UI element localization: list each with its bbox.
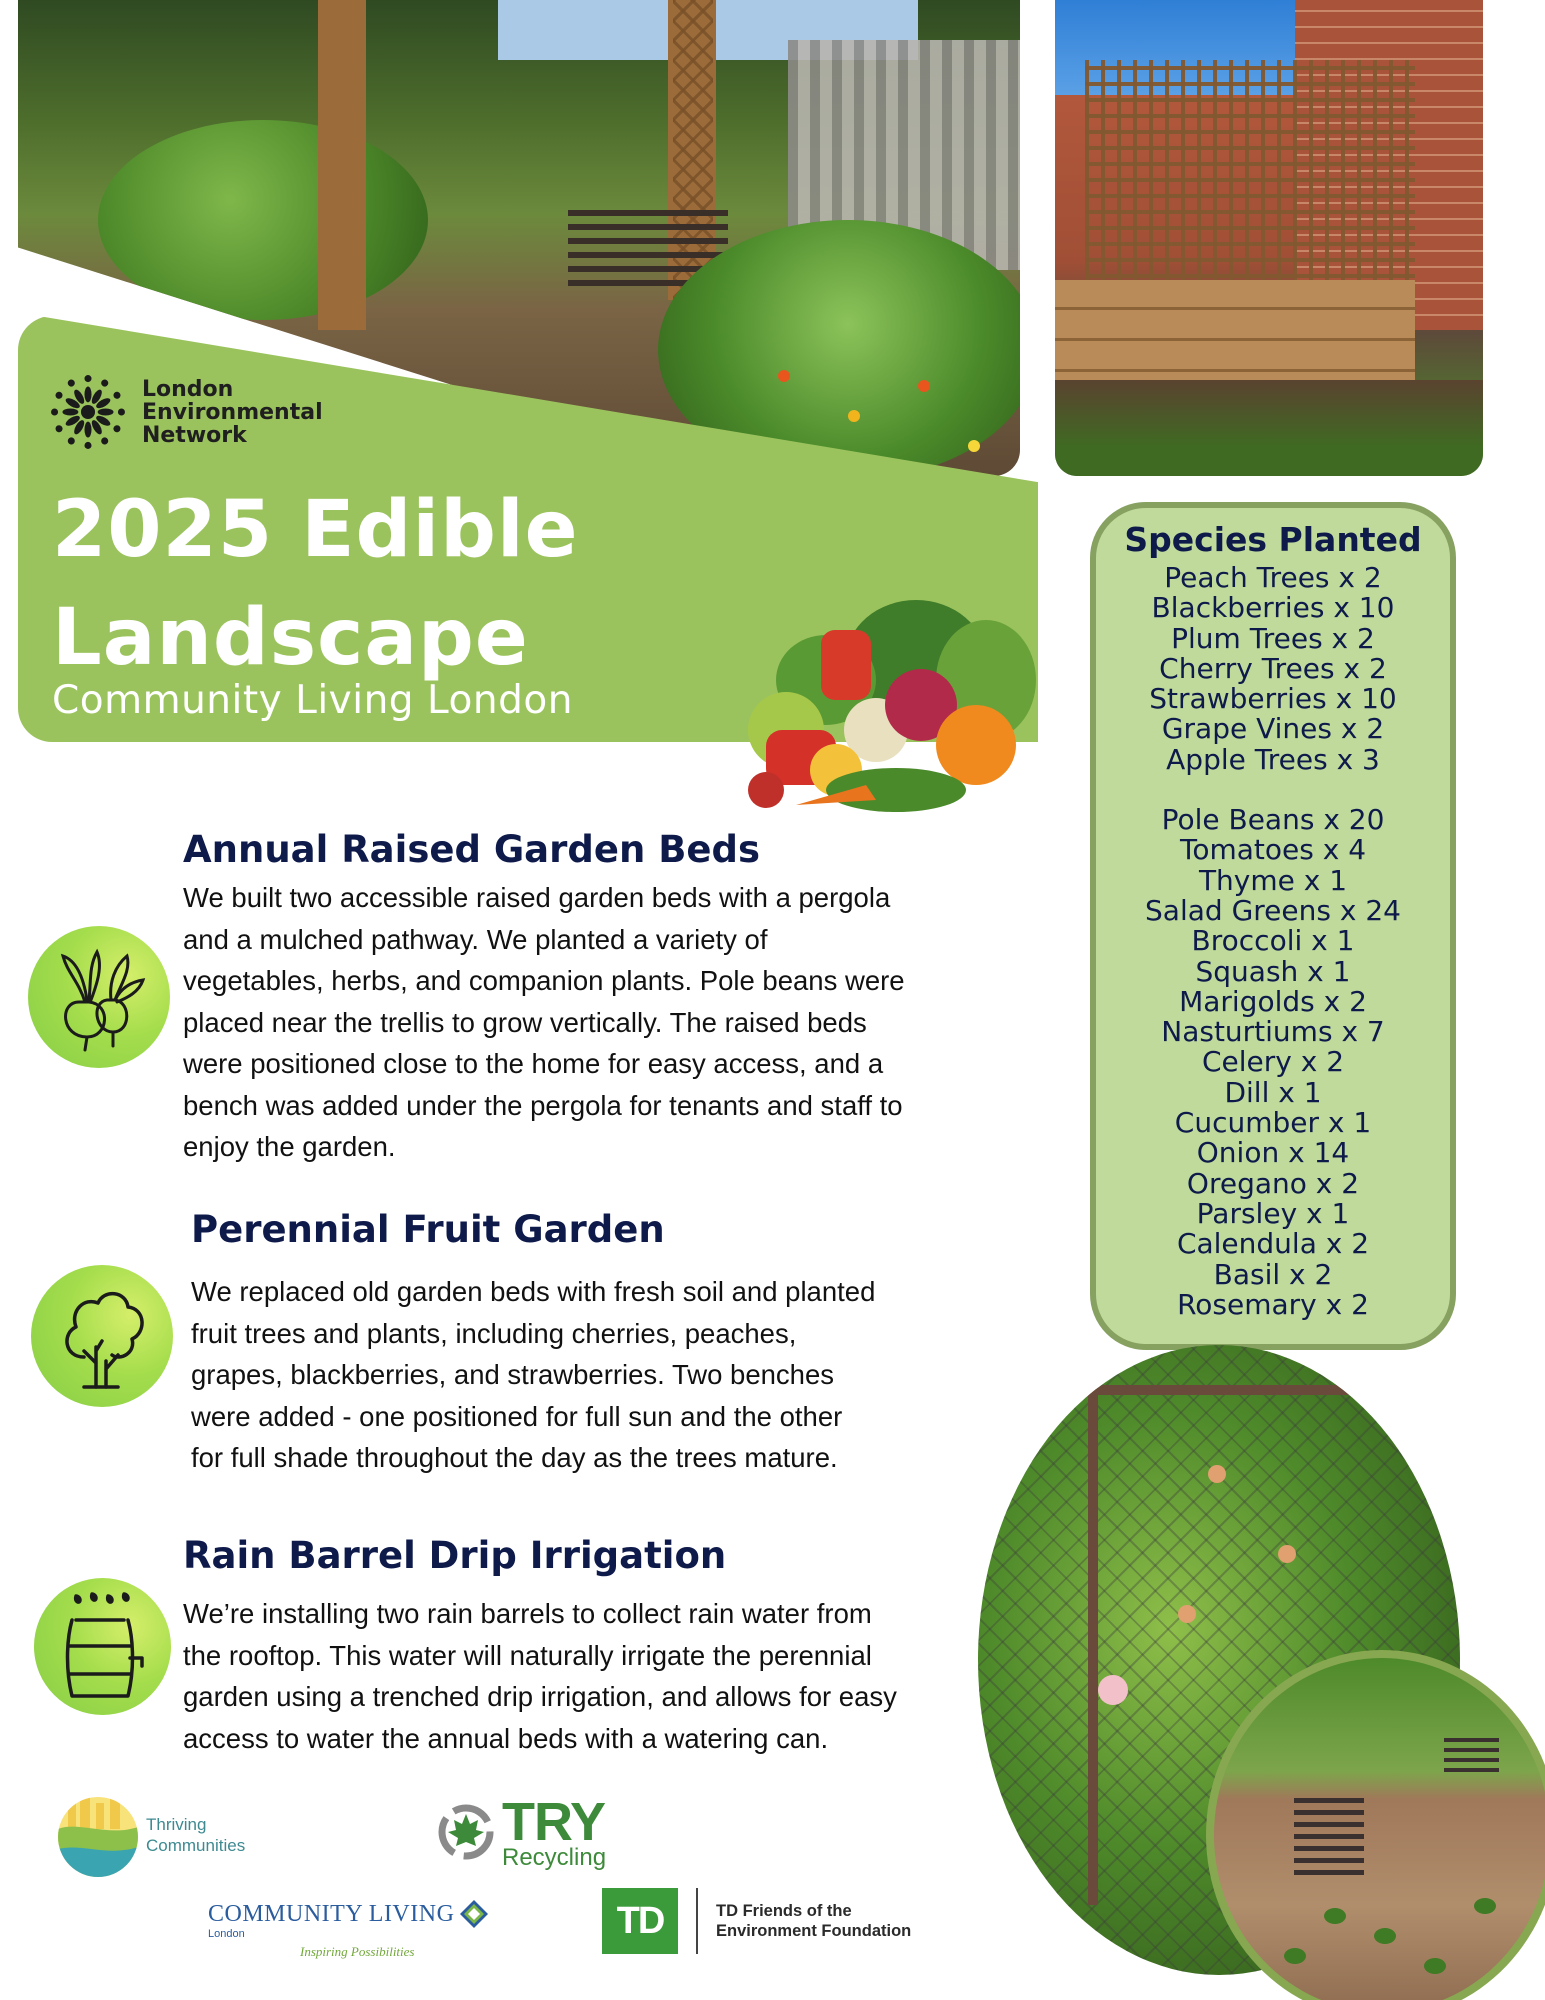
title-line: 2025 Edible xyxy=(52,485,579,575)
section-heading: Perennial Fruit Garden xyxy=(191,1208,665,1251)
species-item: Blackberries x 10 xyxy=(1151,591,1395,625)
species-spacer xyxy=(1096,775,1450,805)
body-line: fruit trees and plants, including cherries, peaches, xyxy=(191,1317,797,1349)
body-line: garden using a trenched drip irrigation, and allows for easy xyxy=(183,1681,897,1712)
community-living-city: London xyxy=(208,1928,245,1940)
rain-barrel-irrigation-section xyxy=(183,1534,1003,1759)
annual-raised-beds-section xyxy=(183,828,1003,1168)
try-subtext: Recycling xyxy=(502,1844,607,1871)
perennial-fruit-garden-section xyxy=(191,1208,991,1479)
species-item: Marigolds x 2 xyxy=(1179,984,1367,1018)
community-living-wordmark: COMMUNITY LIVING xyxy=(208,1900,455,1927)
species-item: Plum Trees x 2 xyxy=(1171,621,1375,655)
species-item: Cucumber x 1 xyxy=(1174,1106,1372,1140)
species-item: Basil x 2 xyxy=(1213,1257,1333,1291)
org-name-line: Network xyxy=(142,422,247,448)
td-line: Environment Foundation xyxy=(716,1922,912,1940)
species-planted-panel xyxy=(1090,502,1456,1350)
species-item: Squash x 1 xyxy=(1195,954,1351,988)
title-line: Landscape xyxy=(52,593,529,683)
sunburst-icon xyxy=(44,368,132,456)
section-body xyxy=(191,1271,991,1479)
thriving-line: Thriving xyxy=(146,1815,207,1834)
thriving-communities-logo xyxy=(58,1785,245,1885)
species-item: Apple Trees x 3 xyxy=(1166,742,1380,776)
species-item: Pole Beans x 20 xyxy=(1161,803,1385,837)
community-living-london-logo xyxy=(208,1898,490,1960)
page-title xyxy=(52,476,579,692)
species-item: Calendula x 2 xyxy=(1176,1227,1370,1261)
body-line: We’re installing two rain barrels to collect rain water from xyxy=(183,1598,872,1629)
body-line: were positioned close to the home for easy access, and a xyxy=(183,1048,884,1079)
species-heading: Species Planted xyxy=(1124,520,1422,559)
body-line: and a mulched pathway. We planted a variety of xyxy=(183,923,768,955)
species-item: Thyme x 1 xyxy=(1198,863,1348,897)
body-line: We built two accessible raised garden beds with a pergola xyxy=(183,882,891,913)
body-line: grapes, blackberries, and strawberries. Two benches xyxy=(191,1359,835,1390)
vegetables-illustration xyxy=(726,580,1066,830)
body-line: We replaced old garden beds with fresh soil and planted xyxy=(191,1276,876,1307)
raised-bed-photo xyxy=(1055,0,1483,476)
section-heading: Rain Barrel Drip Irrigation xyxy=(183,1534,727,1577)
species-item: Strawberries x 10 xyxy=(1149,682,1397,716)
species-item: Tomatoes x 4 xyxy=(1179,833,1367,867)
body-line: vegetables, herbs, and companion plants. Pole beans were xyxy=(183,965,905,996)
diamond-stripes-icon xyxy=(458,1898,490,1930)
try-recycling-logo xyxy=(436,1792,607,1871)
species-item: Broccoli x 1 xyxy=(1191,924,1355,958)
species-item: Celery x 2 xyxy=(1201,1045,1345,1079)
body-line: for full shade throughout the day as the trees mature. xyxy=(191,1442,838,1473)
td-mark: TD xyxy=(602,1888,678,1954)
section-body xyxy=(183,877,1003,1168)
body-line: access to water the annual beds with a watering can. xyxy=(183,1722,829,1754)
section-heading: Annual Raised Garden Beds xyxy=(183,828,761,871)
species-item: Cherry Trees x 2 xyxy=(1159,651,1387,685)
species-item: Oregano x 2 xyxy=(1186,1166,1360,1200)
try-wordmark: TRY xyxy=(502,1792,605,1852)
thriving-communities-mark xyxy=(58,1785,138,1885)
body-line: were added - one positioned for full sun and the other xyxy=(191,1400,843,1432)
species-item: Grape Vines x 2 xyxy=(1161,712,1385,746)
maple-leaf-recycle-icon xyxy=(436,1800,496,1860)
species-item: Rosemary x 2 xyxy=(1177,1287,1369,1321)
td-fef-logo xyxy=(602,1888,911,1954)
body-line: enjoy the garden. xyxy=(183,1131,396,1162)
body-line: bench was added under the pergola for tenants and staff to xyxy=(183,1089,903,1121)
species-item: Dill x 1 xyxy=(1224,1075,1322,1109)
td-line: TD Friends of the xyxy=(716,1902,852,1920)
section-body xyxy=(183,1593,1003,1759)
body-line: placed near the trellis to grow vertically. The raised beds xyxy=(183,1006,867,1038)
species-item: Nasturtiums x 7 xyxy=(1161,1015,1385,1049)
species-item: Peach Trees x 2 xyxy=(1164,561,1382,594)
td-foundation-name xyxy=(716,1901,911,1941)
beet-icon xyxy=(28,926,170,1068)
rain-barrel-icon xyxy=(34,1578,171,1715)
thriving-line: Communities xyxy=(146,1836,246,1855)
london-environmental-network-logo xyxy=(44,368,323,456)
thriving-communities-text xyxy=(146,1814,245,1856)
page-subtitle: Community Living London xyxy=(52,678,573,723)
td-divider xyxy=(696,1888,698,1954)
species-item: Onion x 14 xyxy=(1196,1136,1350,1170)
species-item: Parsley x 1 xyxy=(1196,1196,1350,1230)
species-item: Salad Greens x 24 xyxy=(1145,893,1401,927)
org-name-line: London xyxy=(142,376,234,402)
org-name-line: Environmental xyxy=(142,399,323,425)
body-line: the rooftop. This water will naturally irrigate the perennial xyxy=(183,1639,872,1671)
community-living-tagline: Inspiring Possibilities xyxy=(300,1944,415,1959)
species-list xyxy=(1096,563,1450,1320)
org-name xyxy=(142,378,323,447)
tree-icon xyxy=(31,1265,173,1407)
